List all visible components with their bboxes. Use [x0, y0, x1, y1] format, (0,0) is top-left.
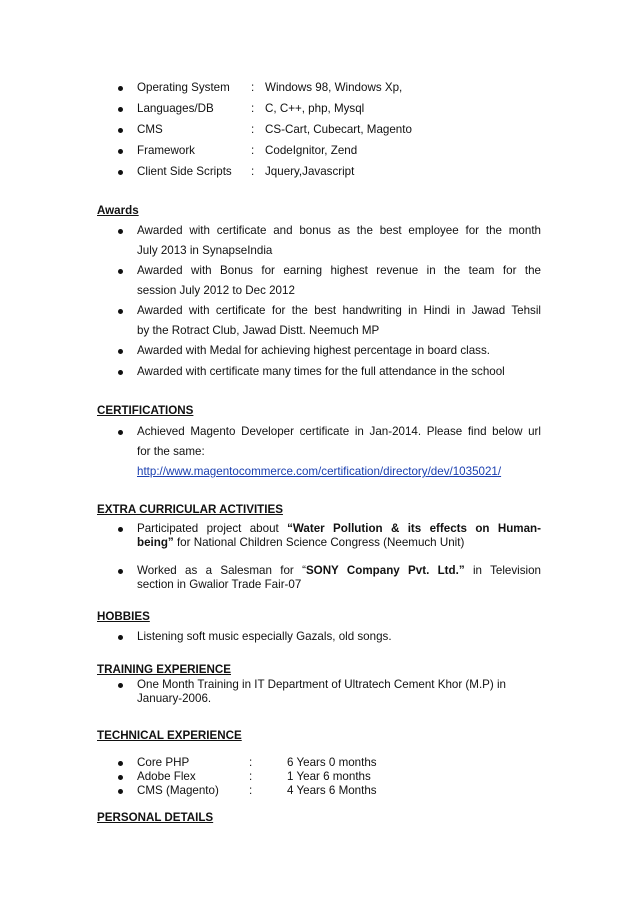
training-heading: TRAINING EXPERIENCE — [97, 663, 231, 676]
tech-separator: : — [249, 770, 253, 783]
bullet — [118, 527, 123, 532]
activity-bold-text: “Water Pollution & its effects on Human- — [287, 522, 541, 535]
activity-text: in Television — [464, 564, 541, 577]
activity-text: for National Children Science Congress (Neemuch Unit) — [173, 536, 465, 549]
extra-curricular-heading: EXTRA CURRICULAR ACTIVITIES — [97, 503, 283, 516]
bullet — [118, 229, 123, 234]
training-line: January-2006. — [137, 692, 212, 705]
bullet — [118, 149, 123, 154]
bullet — [118, 349, 123, 354]
skill-value: C, C++, php, Mysql — [265, 102, 365, 115]
activity-item-line — [137, 522, 541, 536]
award-item-line: July 2013 in SynapseIndia — [137, 244, 273, 257]
activity-item-line — [137, 564, 541, 578]
bullet — [118, 635, 123, 640]
award-item-line: Awarded with certificate and bonus as the best employee for the month — [137, 224, 541, 237]
hobbies-heading: HOBBIES — [97, 610, 150, 623]
skill-label: Client Side Scripts — [137, 165, 232, 178]
tech-separator: : — [249, 756, 253, 769]
awards-heading: Awards — [97, 204, 139, 217]
tech-label: CMS (Magento) — [137, 784, 219, 797]
training-line: One Month Training in IT Department of Ultratech Cement Khor (M.P) in — [137, 678, 507, 691]
hobby-item: Listening soft music especially Gazals, old songs. — [137, 630, 392, 643]
activity-text: Participated project about — [137, 522, 288, 535]
tech-label: Adobe Flex — [137, 770, 196, 783]
skill-separator: : — [251, 123, 255, 136]
award-item-line: Awarded with Medal for achieving highest percentage in board class. — [137, 344, 490, 357]
skill-separator: : — [251, 144, 255, 157]
certifications-heading: CERTIFICATIONS — [97, 404, 194, 417]
activity-text: Worked as a Salesman for “ — [137, 564, 306, 577]
certification-line: for the same: — [137, 445, 205, 458]
bullet — [118, 86, 123, 91]
bullet — [118, 569, 123, 574]
tech-value: 1 Year 6 months — [287, 770, 371, 783]
skill-separator: : — [251, 165, 255, 178]
activity-item-line — [137, 536, 541, 550]
bullet — [118, 269, 123, 274]
award-item-line: by the Rotract Club, Jawad Distt. Neemuch MP — [137, 324, 380, 337]
activity-item-line: section in Gwalior Trade Fair-07 — [137, 578, 302, 591]
award-item-line: Awarded with Bonus for earning highest revenue in the team for the — [137, 264, 541, 277]
activity-bold-text: SONY Company Pvt. Ltd.” — [305, 564, 465, 577]
skill-value: CodeIgnitor, Zend — [265, 144, 358, 157]
bullet — [118, 107, 123, 112]
bullet — [118, 309, 123, 314]
skill-label: CMS — [137, 123, 163, 136]
bullet — [118, 683, 123, 688]
technical-heading: TECHNICAL EXPERIENCE — [97, 729, 242, 742]
tech-value: 4 Years 6 Months — [287, 784, 377, 797]
bullet — [118, 128, 123, 133]
bullet — [118, 775, 123, 780]
activity-bold-text: being” — [137, 536, 174, 549]
tech-value: 6 Years 0 months — [287, 756, 377, 769]
skill-label: Framework — [137, 144, 195, 157]
skill-value: CS-Cart, Cubecart, Magento — [265, 123, 412, 136]
bullet — [118, 370, 123, 375]
tech-label: Core PHP — [137, 756, 190, 769]
skill-value: Jquery,Javascript — [265, 165, 355, 178]
award-item-line: Awarded with certificate for the best handwriting in Hindi in Jawad Tehsil — [137, 304, 541, 317]
skill-separator: : — [251, 81, 255, 94]
skill-label: Operating System — [137, 81, 230, 94]
bullet — [118, 170, 123, 175]
skill-value: Windows 98, Windows Xp, — [265, 81, 403, 94]
award-item-line: Awarded with certificate many times for the full attendance in the school — [137, 365, 505, 378]
certification-url-link[interactable]: http://www.magentocommerce.com/certification/directory/dev/1035021/ — [137, 465, 502, 478]
skill-label: Languages/DB — [137, 102, 214, 115]
award-item-line: session July 2012 to Dec 2012 — [137, 284, 295, 297]
bullet — [118, 761, 123, 766]
personal-details-heading: PERSONAL DETAILS — [97, 811, 214, 824]
skill-separator: : — [251, 102, 255, 115]
tech-separator: : — [249, 784, 253, 797]
bullet — [118, 789, 123, 794]
certification-line: Achieved Magento Developer certificate in Jan-2014. Please find below url — [137, 425, 541, 438]
bullet — [118, 430, 123, 435]
